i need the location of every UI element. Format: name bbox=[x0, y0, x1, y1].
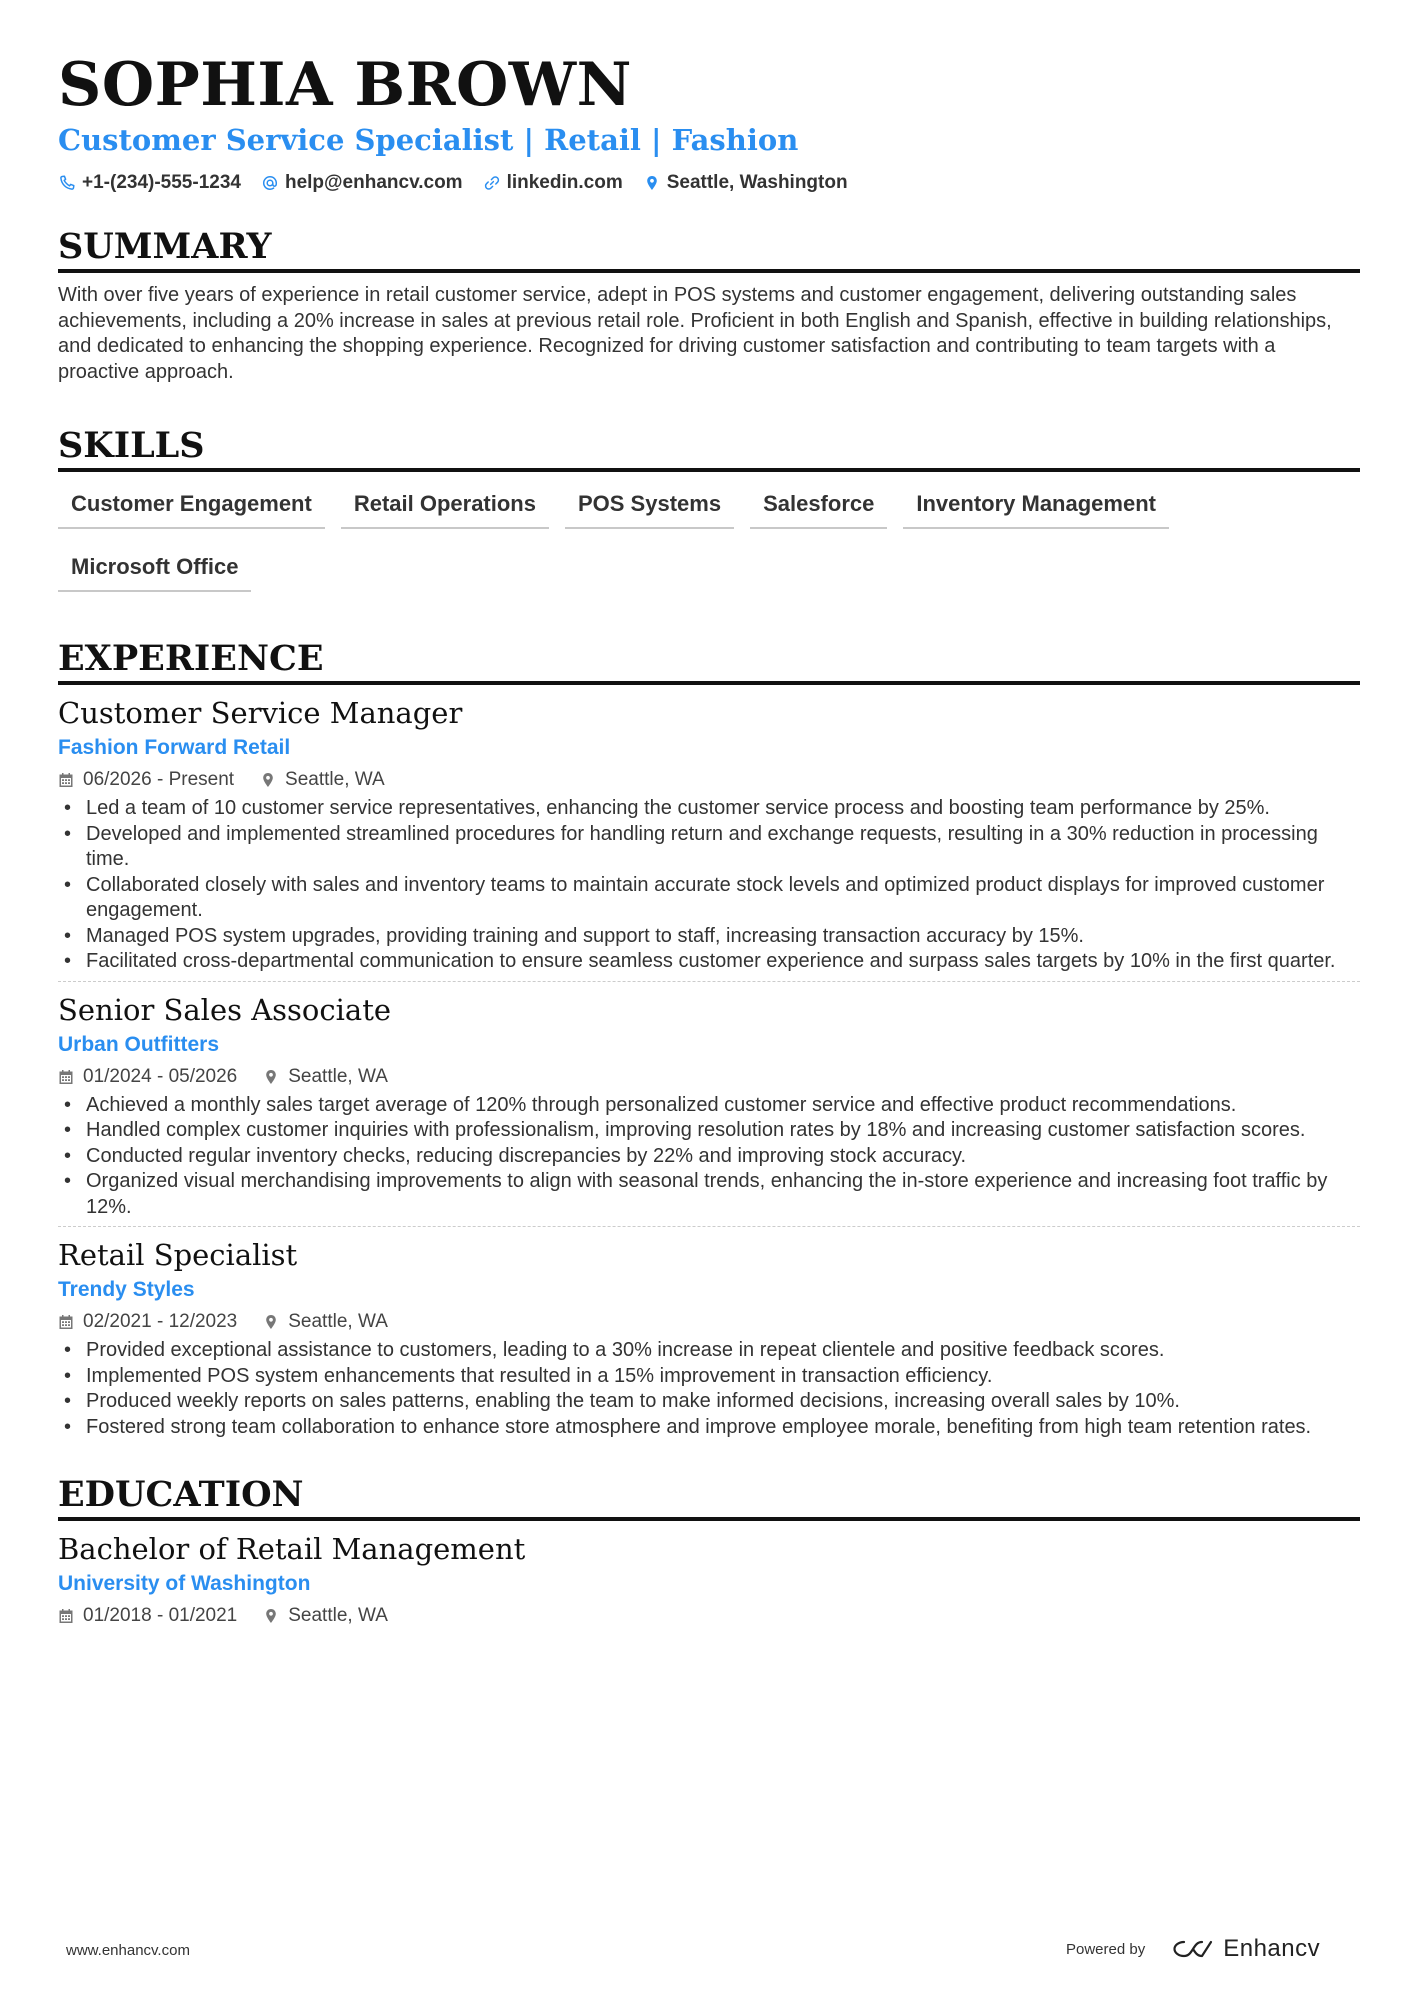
bullet-item: • Handled complex customer inquiries with professionalism, improving resolution rates by 18% and increasing customer satisfaction scores. bbox=[58, 1118, 1360, 1144]
link-icon bbox=[483, 174, 501, 192]
job-dates-text: 02/2021 - 12/2023 bbox=[83, 1311, 238, 1332]
job-bullets bbox=[58, 796, 1360, 975]
skill-tag: POS Systems bbox=[565, 482, 734, 529]
bullet-item: • Developed and implemented streamlined procedures for handling return and exchange requests, resulting in a 30% reduction in processing time. bbox=[58, 822, 1360, 873]
contact-email[interactable] bbox=[261, 172, 463, 194]
job-meta bbox=[58, 766, 1360, 794]
calendar-icon bbox=[58, 772, 74, 788]
bullet-item: • Produced weekly reports on sales patterns, enabling the team to make informed decisions, increasing overall sales by 10%. bbox=[58, 1389, 1360, 1415]
contact-location-text: Seattle, Washington bbox=[666, 172, 848, 193]
job-bullets bbox=[58, 1338, 1360, 1440]
job-dates-text: 06/2026 - Present bbox=[83, 769, 235, 790]
location-pin-icon bbox=[263, 1608, 279, 1624]
bullet-item: • Organized visual merchandising improvements to align with seasonal trends, enhancing the in-store experience and increasing foot traffic by 12%. bbox=[58, 1169, 1360, 1220]
experience-entry bbox=[58, 1227, 1360, 1446]
bullet-item: • Facilitated cross-departmental communication to ensure seamless customer experience and surpass sales targets by 10% in the first quarter. bbox=[58, 949, 1360, 975]
school-name: University of Washington bbox=[58, 1572, 311, 1595]
job-location-text: Seattle, WA bbox=[288, 1311, 388, 1332]
experience-section bbox=[58, 638, 1360, 1446]
calendar-icon bbox=[58, 1069, 74, 1085]
job-meta bbox=[58, 1308, 1360, 1336]
job-location-text: Seattle, WA bbox=[288, 1065, 388, 1087]
education-dates-text: 01/2018 - 01/2021 bbox=[83, 1605, 238, 1626]
footer-website[interactable]: www.enhancv.com bbox=[66, 1942, 190, 1959]
candidate-headline: Customer Service Specialist | Retail | Fashion bbox=[58, 123, 799, 157]
education-location-text: Seattle, WA bbox=[288, 1605, 388, 1626]
job-title: Customer Service Manager bbox=[58, 696, 463, 730]
job-dates bbox=[58, 1311, 237, 1333]
skill-tag: Microsoft Office bbox=[58, 545, 251, 592]
bullet-item: • Achieved a monthly sales target average of 120% through personalized customer service and effective product recommendations. bbox=[58, 1093, 1360, 1119]
job-bullets bbox=[58, 1093, 1360, 1221]
education-entry bbox=[58, 1521, 1360, 1636]
education-heading: EDUCATION bbox=[58, 1474, 1360, 1521]
summary-section bbox=[58, 226, 1360, 385]
location-pin-icon bbox=[260, 772, 276, 788]
bullet-item: • Implemented POS system enhancements that resulted in a 15% improvement in transaction efficiency. bbox=[58, 1364, 1360, 1390]
skill-tag: Inventory Management bbox=[903, 482, 1169, 529]
calendar-icon bbox=[58, 1608, 74, 1624]
contact-linkedin[interactable] bbox=[483, 172, 623, 194]
skill-tag: Retail Operations bbox=[341, 482, 549, 529]
contact-location bbox=[643, 172, 848, 194]
skills-section bbox=[58, 425, 1360, 608]
at-icon bbox=[261, 174, 279, 192]
job-meta bbox=[58, 1063, 1360, 1091]
bullet-item: • Fostered strong team collaboration to enhance store atmosphere and improve employee morale, benefiting from high team retention rates. bbox=[58, 1415, 1360, 1441]
company-name: Fashion Forward Retail bbox=[58, 736, 291, 759]
job-location-text: Seattle, WA bbox=[285, 769, 385, 790]
education-meta bbox=[58, 1602, 1360, 1630]
location-pin-icon bbox=[643, 174, 661, 192]
summary-heading: SUMMARY bbox=[58, 226, 1360, 273]
job-title: Senior Sales Associate bbox=[58, 992, 392, 1027]
bullet-item: • Led a team of 10 customer service representatives, enhancing the customer service process and boosting team performance by 25%. bbox=[58, 796, 1360, 822]
summary-text: With over five years of experience in retail customer service, adept in POS systems and customer engagement, delivering outstanding sales achievements, including a 20% increase in sales at previous retail role. Proficient in both English and Spanish, effective in building relationships, and dedicated to enhancing the shopping experience. Recognized for driving customer satisfaction and contributing to team targets with a proactive approach. bbox=[58, 284, 1332, 383]
bullet-item: • Managed POS system upgrades, providing training and support to staff, increasing transaction accuracy by 15%. bbox=[58, 924, 1360, 950]
skill-tag: Customer Engagement bbox=[58, 482, 325, 529]
candidate-name: SOPHIA BROWN bbox=[58, 50, 632, 120]
company-name: Trendy Styles bbox=[58, 1278, 195, 1301]
enhancv-logo-icon bbox=[1171, 1938, 1215, 1960]
experience-entry bbox=[58, 982, 1360, 1228]
education-section bbox=[58, 1474, 1360, 1636]
location-pin-icon bbox=[263, 1069, 279, 1085]
contact-linkedin-text: linkedin.com bbox=[506, 172, 623, 193]
powered-by-label: Powered by bbox=[1066, 1940, 1146, 1958]
degree-title: Bachelor of Retail Management bbox=[58, 1532, 526, 1566]
location-pin-icon bbox=[263, 1314, 279, 1330]
contact-phone[interactable] bbox=[58, 172, 241, 194]
job-title: Retail Specialist bbox=[58, 1238, 298, 1272]
bullet-item: • Collaborated closely with sales and inventory teams to maintain accurate stock levels and optimized product displays for improved customer engagement. bbox=[58, 873, 1360, 924]
enhancv-logo[interactable] bbox=[1171, 1935, 1320, 1963]
job-dates-text: 01/2024 - 05/2026 bbox=[83, 1065, 238, 1087]
company-name: Urban Outfitters bbox=[58, 1032, 220, 1056]
education-location bbox=[263, 1605, 388, 1627]
phone-icon bbox=[58, 174, 76, 192]
experience-entry bbox=[58, 685, 1360, 982]
job-dates bbox=[58, 769, 234, 791]
bullet-item: • Provided exceptional assistance to customers, leading to a 30% increase in repeat clientele and positive feedback scores. bbox=[58, 1338, 1360, 1364]
job-location bbox=[260, 769, 385, 791]
contact-email-text: help@enhancv.com bbox=[284, 172, 463, 193]
skills-list bbox=[58, 482, 1360, 608]
skills-heading: SKILLS bbox=[58, 425, 1360, 472]
contact-bar bbox=[58, 170, 1360, 196]
job-location bbox=[263, 1066, 388, 1088]
footer-powered-by bbox=[1066, 1935, 1320, 1963]
job-dates bbox=[58, 1066, 237, 1088]
skill-tag: Salesforce bbox=[750, 482, 887, 529]
education-dates bbox=[58, 1605, 237, 1627]
resume-page bbox=[58, 50, 1360, 1636]
job-location bbox=[263, 1311, 388, 1333]
enhancv-brand-text: Enhancv bbox=[1223, 1935, 1321, 1962]
bullet-item: • Conducted regular inventory checks, reducing discrepancies by 22% and improving stock accuracy. bbox=[58, 1144, 1360, 1170]
contact-phone-text: +1-(234)-555-1234 bbox=[82, 172, 241, 193]
experience-heading: EXPERIENCE bbox=[58, 638, 1360, 685]
calendar-icon bbox=[58, 1314, 74, 1330]
